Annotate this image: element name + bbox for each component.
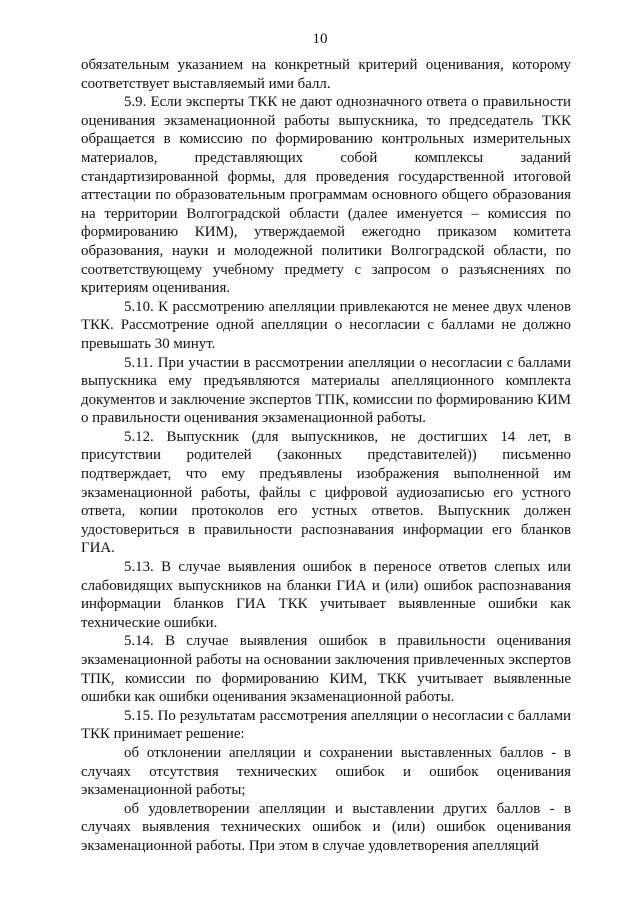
- document-body: [81, 56, 571, 856]
- paragraph-5-10: 5.10. К рассмотрению апелляции привлекаются не менее двух членов ТКК. Рассмотрение одной апелляции о несогласии с баллами не должно превышать 30 минут.: [81, 298, 571, 352]
- paragraph-continuation: обязательным указанием на конкретный критерий оценивания, которому соответствует выставляемый ими балл.: [81, 57, 571, 92]
- paragraph-5-15: 5.15. По результатам рассмотрения апелляции о несогласии с баллами ТКК принимает решение:: [81, 707, 571, 743]
- paragraph-5-12: 5.12. Выпускник (для выпускников, не достигших 14 лет, в присутствии родителей (законных представителей)) письменно подтверждает, что ему предъявлены изображения выполненной им экзаменационной работы, файлы с цифровой аудиозаписью его устного ответа, копии протоколов его устных ответов. Выпускник должен удостовериться в правильности распознавания информации его бланков ГИА.: [81, 428, 571, 557]
- paragraph-5-11: 5.11. При участии в рассмотрении апелляции о несогласии с баллами выпускника ему предъявляются материалы апелляционного комплекта документов и заключение экспертов ТПК, комиссии по формированию КИМ о правильности оценивания экзаменационной работы.: [81, 354, 571, 427]
- paragraph-5-15-approval: об удовлетворении апелляции и выставлении других баллов - в случаях выявления технических ошибок и (или) ошибок оценивания экзаменационной работы. При этом в случае удовлетворения апелляций: [81, 800, 571, 854]
- paragraph-5-13: 5.13. В случае выявления ошибок в переносе ответов слепых или слабовидящих выпускников на бланки ГИА и (или) ошибок распознавания информации бланков ГИА ТКК учитывает выявленные ошибки как технические ошибки.: [81, 559, 571, 631]
- paragraph-5-15-rejection: об отклонении апелляции и сохранении выставленных баллов - в случаях отсутствия технических ошибок и ошибок оценивания экзаменационной работы;: [81, 744, 571, 799]
- paragraph-5-14: 5.14. В случае выявления ошибок в правильности оценивания экзаменационной работы на основании заключения привлеченных экспертов ТПК, комиссии по формированию КИМ, ТКК учитывает выявленные ошибки как ошибки оценивания экзаменационной работы.: [81, 633, 571, 706]
- paragraph-5-9: 5.9. Если эксперты ТКК не дают однозначного ответа о правильности оценивания экзаменационной работы выпускника, то председатель ТКК обращается в комиссию по формированию контрольных измерительных материалов, представляющих собой комплексы заданий стандартизированной формы, для проведения государственной итоговой аттестации по образовательным программам основного общего образования на территории Волгоградской области (далее именуется – комиссия по формированию КИМ), утверждаемой ежегодно приказом комитета образования, науки и молодежной политики Волгоградской области, по соответствующему учебному предмету с запросом о разъяснениях по критериям оценивания.: [81, 94, 571, 297]
- page-number: 10: [312, 31, 328, 47]
